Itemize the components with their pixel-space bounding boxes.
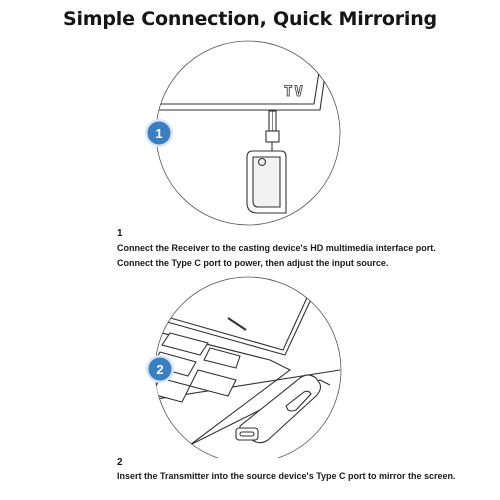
badge-number: 1 bbox=[155, 126, 163, 141]
tv-label: TV bbox=[284, 84, 305, 100]
step-2-line-1: Insert the Transmitter into the source device's Type C port to mirror the screen. bbox=[117, 471, 456, 481]
step-1-line-1: Connect the Receiver to the casting device's HD multimedia interface port. bbox=[117, 243, 436, 253]
step-badge-2 bbox=[146, 355, 174, 383]
laptop-line-art bbox=[150, 278, 340, 445]
tv-line-art bbox=[150, 40, 330, 213]
page-title: Simple Connection, Quick Mirroring bbox=[63, 8, 437, 30]
step-number-1: 1 bbox=[117, 228, 123, 239]
laptop-transmitter-illustration bbox=[0, 268, 500, 458]
step-number-2: 2 bbox=[117, 457, 123, 468]
tv-receiver-illustration bbox=[0, 0, 500, 230]
badge-number: 2 bbox=[156, 362, 164, 377]
step-badge-1 bbox=[145, 119, 173, 147]
step-1-line-2: Connect the Type C port to power, then adjust the input source. bbox=[117, 258, 389, 268]
